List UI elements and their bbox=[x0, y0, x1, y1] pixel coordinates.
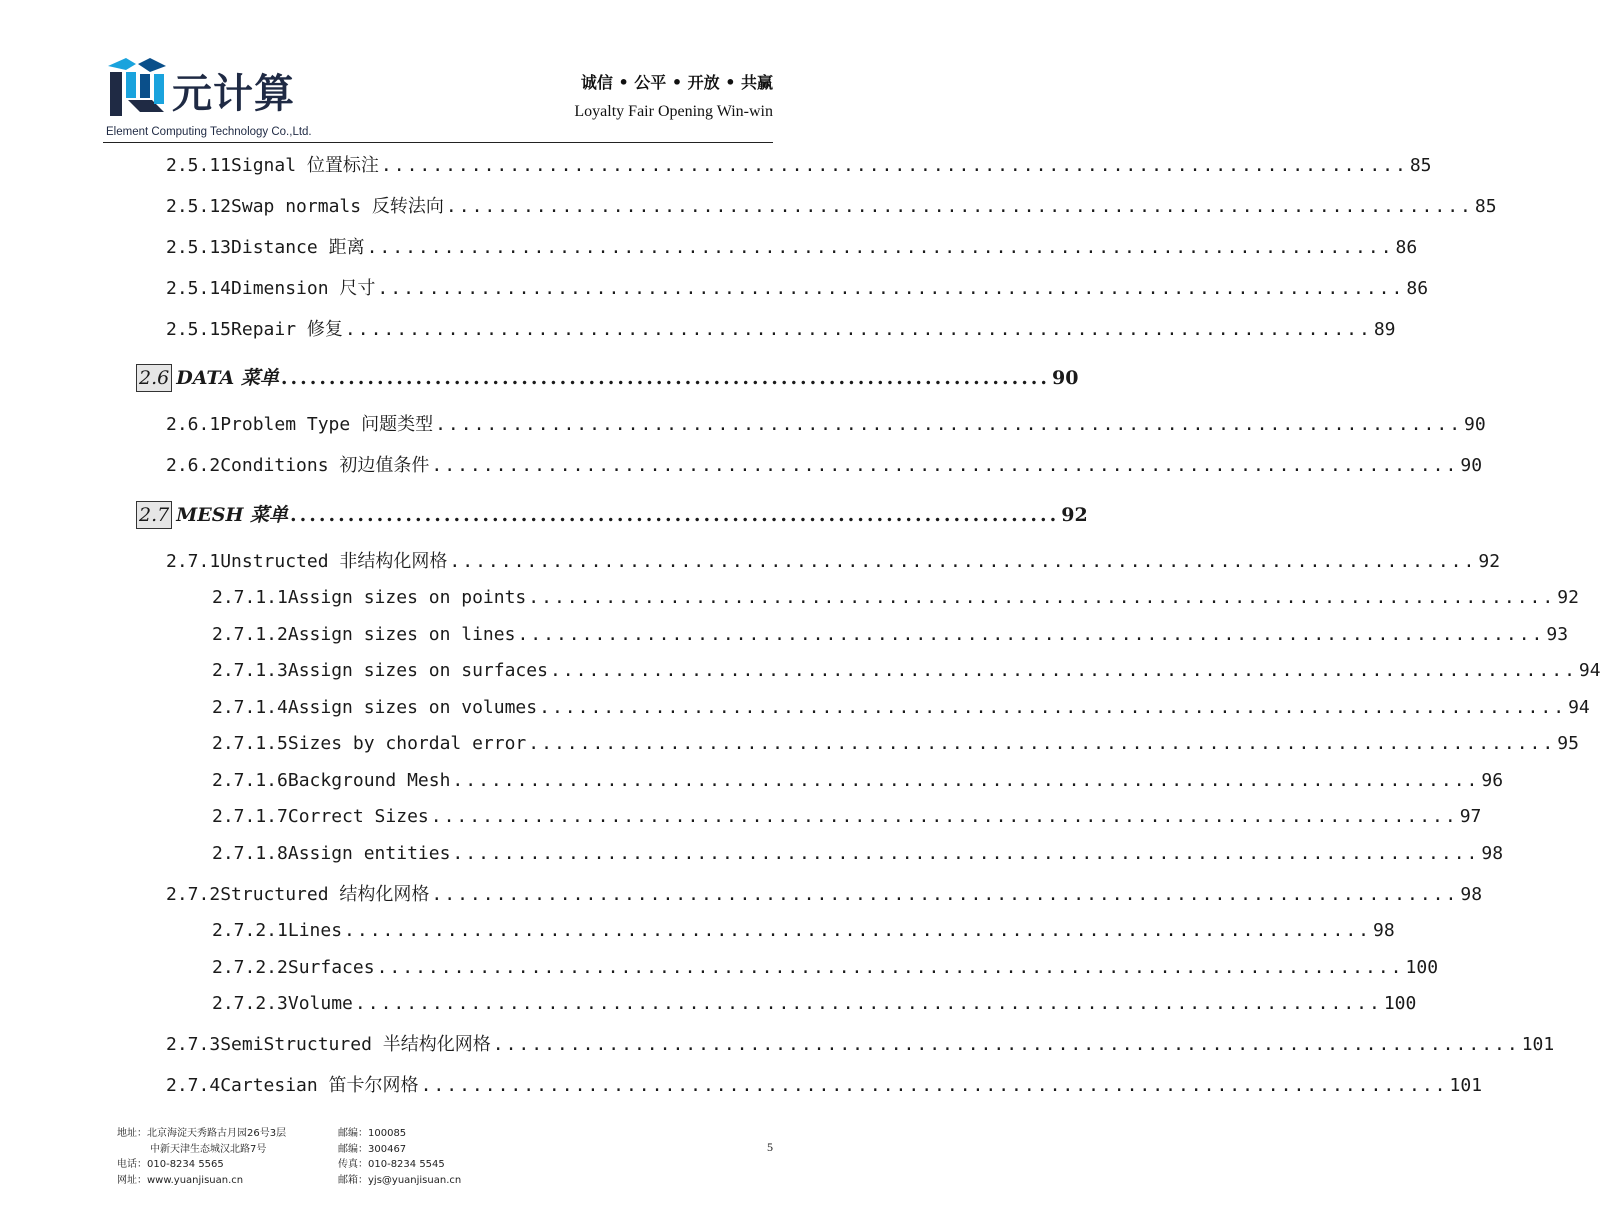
toc-page: 86 bbox=[1406, 278, 1429, 299]
toc-title: Cartesian 笛卡尔网格 bbox=[220, 1075, 419, 1096]
toc-number: 2.7.1.3 bbox=[212, 660, 288, 681]
toc-title: Lines bbox=[287, 920, 343, 941]
toc-leader: ................................................................................ bbox=[528, 587, 1556, 608]
toc-page: 98 bbox=[1460, 884, 1483, 905]
toc-title: Repair 修复 bbox=[231, 319, 343, 340]
toc-page: 90 bbox=[1464, 414, 1486, 435]
toc-subentry[interactable] bbox=[212, 918, 1395, 944]
toc-page: 97 bbox=[1459, 806, 1482, 827]
toc-number: 2.6.2 bbox=[166, 455, 221, 476]
toc-page: 100 bbox=[1383, 993, 1417, 1014]
toc-entry[interactable] bbox=[166, 153, 1432, 179]
toc-number: 2.7.1.4 bbox=[212, 697, 288, 718]
toc-subentry[interactable] bbox=[212, 768, 1504, 794]
toc-entry[interactable] bbox=[166, 1032, 1555, 1058]
toc-title: Conditions 初边值条件 bbox=[220, 455, 430, 476]
page-number: 5 bbox=[767, 1140, 773, 1154]
toc-number: 2.6 bbox=[136, 364, 172, 392]
toc-page: 90 bbox=[1460, 455, 1483, 476]
toc-number: 2.7.1.7 bbox=[212, 806, 288, 827]
toc-entry[interactable] bbox=[166, 453, 1483, 479]
toc-number: 2.5.13 bbox=[166, 237, 232, 258]
toc-title: Surfaces bbox=[287, 957, 375, 978]
toc-leader: ................................................................................ bbox=[528, 733, 1556, 754]
slogan-en: Loyalty Fair Opening Win-win bbox=[574, 103, 773, 120]
toc-title: MESH 菜单 bbox=[176, 504, 289, 526]
toc-title: Structured 结构化网格 bbox=[220, 884, 430, 905]
toc-entry[interactable] bbox=[166, 882, 1483, 908]
toc-page: 98 bbox=[1373, 920, 1395, 941]
toc-leader: ................................................................................ bbox=[420, 1075, 1448, 1096]
footer-phone: 电话：010-8234 5565 bbox=[117, 1159, 224, 1170]
toc-title: DATA 菜单 bbox=[176, 367, 279, 389]
toc-title: Assign sizes on points bbox=[287, 587, 527, 608]
toc-page: 94 bbox=[1578, 660, 1601, 681]
toc-subentry[interactable] bbox=[212, 585, 1579, 611]
toc-number: 2.7.1.5 bbox=[212, 733, 288, 754]
toc-title: Dimension 尺寸 bbox=[231, 278, 376, 299]
toc-page: 92 bbox=[1557, 587, 1579, 608]
slogan-cn: 诚信 • 公平 • 开放 • 共赢 bbox=[580, 73, 773, 92]
toc-title: Background Mesh bbox=[287, 770, 451, 791]
toc-subentry[interactable] bbox=[212, 695, 1590, 721]
toc-page: 90 bbox=[1052, 367, 1079, 389]
toc-leader: ................................................................................ bbox=[449, 551, 1477, 572]
toc-leader: ................................................................................ bbox=[452, 843, 1480, 864]
toc-number: 2.7.4 bbox=[166, 1075, 221, 1096]
toc-number: 2.5.11 bbox=[166, 155, 232, 176]
toc-number: 2.7.2.1 bbox=[212, 920, 288, 941]
toc-title: Unstructed 非结构化网格 bbox=[220, 551, 448, 572]
toc-title: Assign sizes on volumes bbox=[287, 697, 538, 718]
footer-address-1: 地址：北京海淀天秀路古月园26号3层 bbox=[117, 1128, 287, 1139]
toc-page: 98 bbox=[1481, 843, 1504, 864]
toc-number: 2.7.1.8 bbox=[212, 843, 288, 864]
toc-subentry[interactable] bbox=[212, 622, 1569, 648]
footer-address-2: 中新天津生态城汉北路7号 bbox=[150, 1143, 267, 1155]
toc-title: Signal 位置标注 bbox=[231, 155, 379, 176]
footer-website[interactable]: 网址：www.yuanjisuan.cn bbox=[117, 1174, 244, 1186]
toc-leader: ................................................................................ bbox=[445, 196, 1473, 217]
footer-postcode-2: 邮编：300467 bbox=[338, 1143, 407, 1155]
toc-leader: ................................................................................ bbox=[430, 806, 1458, 827]
toc-leader: ................................................................................ bbox=[377, 278, 1405, 299]
toc-title: Correct Sizes bbox=[287, 806, 429, 827]
toc-number: 2.7.1.2 bbox=[212, 624, 288, 645]
toc-entry[interactable] bbox=[166, 317, 1396, 343]
toc-leader: ................................................................................ bbox=[344, 920, 1371, 941]
toc-number: 2.7.3 bbox=[166, 1034, 221, 1055]
toc-title: Swap normals 反转法向 bbox=[231, 196, 444, 217]
footer-email[interactable]: 邮箱：yjs@yuanjisuan.cn bbox=[338, 1174, 462, 1186]
toc-entry[interactable] bbox=[166, 235, 1418, 261]
toc-entry[interactable] bbox=[166, 1073, 1483, 1099]
toc-subentry[interactable] bbox=[212, 804, 1482, 830]
toc-leader: ................................................................................ bbox=[376, 957, 1404, 978]
footer-contact-left bbox=[117, 1126, 286, 1188]
toc-title: Sizes by chordal error bbox=[287, 733, 527, 754]
toc-title: Volume bbox=[287, 993, 353, 1014]
toc-page: 96 bbox=[1481, 770, 1504, 791]
toc-page: 100 bbox=[1405, 957, 1439, 978]
toc-page: 86 bbox=[1395, 237, 1418, 258]
toc-number: 2.7.1 bbox=[166, 551, 221, 572]
toc-page: 92 bbox=[1478, 551, 1501, 572]
toc-page: 95 bbox=[1557, 733, 1579, 754]
toc-title: Distance 距离 bbox=[231, 237, 365, 258]
toc-number: 2.7.1.6 bbox=[212, 770, 288, 791]
toc-number: 2.5.12 bbox=[166, 196, 232, 217]
toc-page: 92 bbox=[1061, 504, 1088, 526]
toc-page: 94 bbox=[1568, 697, 1590, 718]
toc-number: 2.7.2.2 bbox=[212, 957, 288, 978]
toc-entry[interactable] bbox=[166, 194, 1497, 220]
toc-number: 2.7.2 bbox=[166, 884, 221, 905]
toc-leader: ................................................................................ bbox=[517, 624, 1545, 645]
toc-leader: ................................................................................ bbox=[452, 770, 1480, 791]
toc-number: 2.7 bbox=[136, 501, 172, 529]
toc-subentry[interactable] bbox=[212, 991, 1417, 1017]
toc-entry[interactable] bbox=[166, 549, 1501, 575]
toc-subentry[interactable] bbox=[212, 841, 1504, 867]
toc-leader: ................................................................................ bbox=[435, 414, 1463, 435]
toc-leader: ................................................................................ bbox=[354, 993, 1382, 1014]
toc-title: Assign entities bbox=[287, 843, 451, 864]
toc-number: 2.6.1 bbox=[166, 414, 221, 435]
toc-leader: ................................................................................ bbox=[380, 155, 1408, 176]
toc-section-entry[interactable] bbox=[136, 501, 1088, 527]
toc-number: 2.5.14 bbox=[166, 278, 232, 299]
toc-leader: ................................................................................ bbox=[549, 660, 1577, 681]
toc-section-entry[interactable] bbox=[136, 364, 1079, 390]
toc-number: 2.5.15 bbox=[166, 319, 232, 340]
toc-title: Assign sizes on lines bbox=[287, 624, 516, 645]
toc-title: SemiStructured 半结构化网格 bbox=[220, 1034, 491, 1055]
toc-entry[interactable] bbox=[166, 276, 1429, 302]
footer-fax: 传真：010-8234 5545 bbox=[338, 1159, 445, 1170]
toc-title: Assign sizes on surfaces bbox=[287, 660, 548, 681]
toc-leader: ................................................................................ bbox=[539, 697, 1567, 718]
toc-page: 101 bbox=[1449, 1075, 1483, 1096]
toc-leader: ................................................................................ bbox=[431, 455, 1459, 476]
logo-text-en: Element Computing Technology Co.,Ltd. bbox=[106, 126, 312, 138]
toc-page: 85 bbox=[1409, 155, 1432, 176]
toc-page: 101 bbox=[1521, 1034, 1555, 1055]
toc-leader: ................................................................................ bbox=[492, 1034, 1520, 1055]
toc-leader: ................................................................................ bbox=[344, 319, 1372, 340]
logo-text-cn: 元计算 bbox=[172, 71, 295, 117]
toc-subentry[interactable] bbox=[212, 658, 1601, 684]
toc-leader: ................................................................................ bbox=[366, 237, 1394, 258]
toc-number: 2.7.1.1 bbox=[212, 587, 288, 608]
toc-entry[interactable] bbox=[166, 412, 1486, 438]
toc-leader: ................................................................................ bbox=[290, 504, 1060, 526]
footer-contact-right bbox=[338, 1126, 461, 1188]
toc-page: 85 bbox=[1474, 196, 1497, 217]
toc-leader: ................................................................................ bbox=[280, 367, 1051, 389]
toc-page: 93 bbox=[1546, 624, 1569, 645]
toc-title: Problem Type 问题类型 bbox=[220, 414, 434, 435]
toc-subentry[interactable] bbox=[212, 731, 1579, 757]
toc-subentry[interactable] bbox=[212, 955, 1439, 981]
footer-postcode-1: 邮编：100085 bbox=[338, 1128, 407, 1139]
toc-page: 89 bbox=[1373, 319, 1396, 340]
toc-number: 2.7.2.3 bbox=[212, 993, 288, 1014]
toc-leader: ................................................................................ bbox=[431, 884, 1459, 905]
